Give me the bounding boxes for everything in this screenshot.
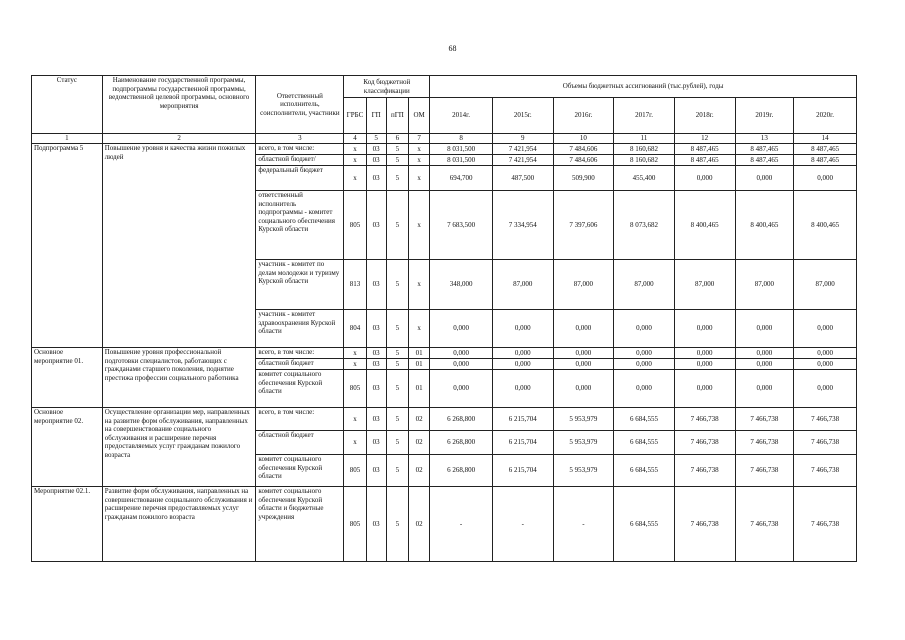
value-cell: 8 487,465 [794, 155, 857, 166]
header-gp: ГП [366, 98, 386, 134]
code-cell: 03 [366, 487, 386, 562]
value-cell: 7 466,738 [674, 455, 735, 487]
status-cell: Мероприятие 02.1. [32, 487, 103, 562]
value-cell: 5 953,979 [553, 431, 614, 455]
value-cell: 0,000 [430, 348, 493, 359]
value-cell: 0,000 [735, 359, 794, 370]
column-number: 4 [344, 134, 366, 144]
code-cell: 02 [409, 408, 430, 431]
code-cell: x [344, 166, 366, 191]
header-pgp: пГП [386, 98, 408, 134]
code-cell: x [409, 144, 430, 155]
value-cell: 87,000 [553, 260, 614, 310]
value-cell: 7 466,738 [735, 431, 794, 455]
executor-cell: комитет социального обеспечения Курской области [256, 370, 344, 408]
code-cell: 02 [409, 455, 430, 487]
value-cell: 8 031,500 [430, 155, 493, 166]
code-cell: 03 [366, 455, 386, 487]
code-cell: 5 [386, 166, 408, 191]
header-budget-code: Код бюджетной классификации [344, 76, 430, 98]
header-volumes: Объемы бюджетных ассигнований (тыс.рублей), годы [430, 76, 857, 98]
code-cell: 02 [409, 431, 430, 455]
name-cell: Повышение уровня профессиональной подготовки специалистов, работающих с гражданами старшего поколения, поднятие престижа профессии социального работника [102, 348, 256, 408]
value-cell: 87,000 [794, 260, 857, 310]
value-cell: 0,000 [492, 359, 553, 370]
code-cell: 03 [366, 408, 386, 431]
value-cell: 0,000 [674, 166, 735, 191]
column-number: 2 [102, 134, 256, 144]
value-cell: 8 487,465 [674, 155, 735, 166]
value-cell: 7 466,738 [674, 431, 735, 455]
code-cell: 5 [386, 487, 408, 562]
value-cell: 8 160,682 [614, 144, 675, 155]
value-cell: 0,000 [735, 166, 794, 191]
value-cell: 0,000 [492, 310, 553, 348]
value-cell: 87,000 [614, 260, 675, 310]
value-cell: 0,000 [430, 370, 493, 408]
value-cell: 87,000 [735, 260, 794, 310]
value-cell: 0,000 [794, 348, 857, 359]
column-number: 6 [386, 134, 408, 144]
value-cell: 7 466,738 [674, 487, 735, 562]
code-cell: 5 [386, 348, 408, 359]
value-cell: 7 334,954 [492, 191, 553, 260]
value-cell: 6 684,555 [614, 455, 675, 487]
header-year: 2019г. [735, 98, 794, 134]
value-cell: - [430, 487, 493, 562]
value-cell: - [492, 487, 553, 562]
value-cell: 8 487,465 [674, 144, 735, 155]
value-cell: 0,000 [735, 310, 794, 348]
executor-cell: областной бюджет [256, 359, 344, 370]
value-cell: 0,000 [553, 370, 614, 408]
value-cell: 0,000 [794, 166, 857, 191]
code-cell: 5 [386, 408, 408, 431]
value-cell: 0,000 [430, 359, 493, 370]
executor-cell: комитет социального обеспечения Курской области [256, 455, 344, 487]
header-year: 2017г. [614, 98, 675, 134]
code-cell: x [344, 359, 366, 370]
value-cell: 487,500 [492, 166, 553, 191]
code-cell: 805 [344, 455, 366, 487]
code-cell: 805 [344, 191, 366, 260]
column-number: 10 [553, 134, 614, 144]
executor-cell: областной бюджет/ [256, 155, 344, 166]
value-cell: 7 466,738 [674, 408, 735, 431]
value-cell: 8 031,500 [430, 144, 493, 155]
code-cell: 5 [386, 359, 408, 370]
value-cell: 8 400,465 [735, 191, 794, 260]
header-year: 2016г. [553, 98, 614, 134]
value-cell: 87,000 [674, 260, 735, 310]
value-cell: 8 073,682 [614, 191, 675, 260]
value-cell: 0,000 [553, 310, 614, 348]
code-cell: 5 [386, 370, 408, 408]
column-number: 12 [674, 134, 735, 144]
column-number: 5 [366, 134, 386, 144]
code-cell: 805 [344, 370, 366, 408]
code-cell: 805 [344, 487, 366, 562]
value-cell: 6 684,555 [614, 431, 675, 455]
code-cell: 03 [366, 310, 386, 348]
value-cell: 0,000 [794, 310, 857, 348]
code-cell: x [409, 310, 430, 348]
column-number: 1 [32, 134, 103, 144]
value-cell: 7 421,954 [492, 144, 553, 155]
value-cell: 509,900 [553, 166, 614, 191]
code-cell: x [344, 348, 366, 359]
code-cell: 03 [366, 155, 386, 166]
code-cell: 02 [409, 487, 430, 562]
code-cell: 01 [409, 370, 430, 408]
code-cell: 5 [386, 455, 408, 487]
executor-cell: всего, в том числе: [256, 408, 344, 431]
column-number: 8 [430, 134, 493, 144]
value-cell: 8 400,465 [794, 191, 857, 260]
code-cell: 5 [386, 155, 408, 166]
header-grbs: ГРБС [344, 98, 366, 134]
column-number: 13 [735, 134, 794, 144]
value-cell: 6 215,704 [492, 455, 553, 487]
code-cell: x [344, 155, 366, 166]
column-number-row [32, 134, 857, 144]
executor-cell: федеральный бюджет [256, 166, 344, 191]
value-cell: 0,000 [614, 348, 675, 359]
value-cell: 0,000 [674, 370, 735, 408]
column-number: 14 [794, 134, 857, 144]
value-cell: 87,000 [492, 260, 553, 310]
value-cell: 6 268,800 [430, 431, 493, 455]
code-cell: 804 [344, 310, 366, 348]
value-cell: 0,000 [735, 348, 794, 359]
value-cell: 8 487,465 [794, 144, 857, 155]
value-cell: 7 484,606 [553, 144, 614, 155]
column-number: 11 [614, 134, 675, 144]
code-cell: x [344, 144, 366, 155]
executor-cell: участник - комитет здравоохранения Курской области [256, 310, 344, 348]
table-row [32, 144, 857, 155]
value-cell: 0,000 [794, 359, 857, 370]
code-cell: x [409, 166, 430, 191]
code-cell: 03 [366, 191, 386, 260]
code-cell: 813 [344, 260, 366, 310]
value-cell: 8 160,682 [614, 155, 675, 166]
value-cell: 8 487,465 [735, 144, 794, 155]
table-body [32, 144, 857, 562]
value-cell: 0,000 [614, 359, 675, 370]
header-status: Статус [32, 76, 103, 134]
code-cell: 03 [366, 144, 386, 155]
status-cell: Основное мероприятие 02. [32, 408, 103, 487]
code-cell: 01 [409, 348, 430, 359]
header-year: 2014г. [430, 98, 493, 134]
code-cell: x [409, 260, 430, 310]
value-cell: 6 268,800 [430, 455, 493, 487]
value-cell: 7 466,738 [735, 487, 794, 562]
page-number: 68 [448, 44, 457, 53]
value-cell: 5 953,979 [553, 408, 614, 431]
value-cell: 0,000 [674, 310, 735, 348]
header-year: 2015г. [492, 98, 553, 134]
status-cell: Основное мероприятие 01. [32, 348, 103, 408]
table-row [32, 487, 857, 562]
header-year: 2018г. [674, 98, 735, 134]
value-cell: 6 215,704 [492, 431, 553, 455]
value-cell: 0,000 [674, 348, 735, 359]
executor-cell: участник - комитет по делам молодежи и туризму Курской области [256, 260, 344, 310]
name-cell: Осуществление организации мер, направленных на развитие форм обслуживания, направленных на совершенствование социального обслуживания и расширение перечня предоставляемых услуг гражданам пожилого возраста [102, 408, 256, 487]
executor-cell: комитет социального обеспечения Курской области и бюджетные учреждения [256, 487, 344, 562]
value-cell: 348,000 [430, 260, 493, 310]
value-cell: 7 466,738 [735, 455, 794, 487]
column-number: 3 [256, 134, 344, 144]
value-cell: 0,000 [430, 310, 493, 348]
code-cell: 5 [386, 260, 408, 310]
value-cell: 7 397,606 [553, 191, 614, 260]
name-cell: Повышение уровня и качества жизни пожилых людей [102, 144, 256, 348]
value-cell: 6 268,800 [430, 408, 493, 431]
value-cell: 7 466,738 [794, 487, 857, 562]
name-cell: Развитие форм обслуживания, направленных на совершенствование социального обслуживания и расширение перечня предоставляемых услуг гражданам пожилого возраста [102, 487, 256, 562]
code-cell: 03 [366, 166, 386, 191]
code-cell: 03 [366, 348, 386, 359]
value-cell: 7 421,954 [492, 155, 553, 166]
code-cell: 01 [409, 359, 430, 370]
executor-cell: ответственный исполнитель подпрограммы - комитет социального обеспечения Курской области [256, 191, 344, 260]
code-cell: x [409, 155, 430, 166]
value-cell: 0,000 [674, 359, 735, 370]
value-cell: 7 683,500 [430, 191, 493, 260]
code-cell: 03 [366, 359, 386, 370]
value-cell: 0,000 [794, 370, 857, 408]
budget-table [31, 75, 857, 562]
column-number: 7 [409, 134, 430, 144]
executor-cell: всего, в том числе: [256, 348, 344, 359]
header-name: Наименование государственной программы, подпрограммы государственной программы, ведомственной целевой программы, основного мероприятия [102, 76, 256, 134]
value-cell: 8 487,465 [735, 155, 794, 166]
code-cell: x [409, 191, 430, 260]
code-cell: 5 [386, 310, 408, 348]
executor-cell: областной бюджет [256, 431, 344, 455]
column-number: 9 [492, 134, 553, 144]
value-cell: 5 953,979 [553, 455, 614, 487]
value-cell: 7 484,606 [553, 155, 614, 166]
value-cell: 0,000 [735, 370, 794, 408]
value-cell: 7 466,738 [794, 408, 857, 431]
executor-cell: всего, в том числе: [256, 144, 344, 155]
value-cell: 7 466,738 [794, 455, 857, 487]
value-cell: 7 466,738 [794, 431, 857, 455]
header-year: 2020г. [794, 98, 857, 134]
code-cell: 03 [366, 431, 386, 455]
value-cell: 6 215,704 [492, 408, 553, 431]
header-responsible: Ответственный исполнитель, соисполнители, участники [256, 76, 344, 134]
status-cell: Подпрограмма 5 [32, 144, 103, 348]
code-cell: 03 [366, 370, 386, 408]
value-cell: 6 684,555 [614, 408, 675, 431]
table-row [32, 348, 857, 359]
value-cell: 7 466,738 [735, 408, 794, 431]
value-cell: 0,000 [492, 370, 553, 408]
value-cell: - [553, 487, 614, 562]
value-cell: 455,400 [614, 166, 675, 191]
value-cell: 694,700 [430, 166, 493, 191]
code-cell: x [344, 408, 366, 431]
value-cell: 0,000 [614, 310, 675, 348]
value-cell: 0,000 [614, 370, 675, 408]
value-cell: 0,000 [553, 359, 614, 370]
code-cell: 03 [366, 260, 386, 310]
value-cell: 0,000 [492, 348, 553, 359]
code-cell: 5 [386, 191, 408, 260]
code-cell: 5 [386, 144, 408, 155]
code-cell: 5 [386, 431, 408, 455]
code-cell: x [344, 431, 366, 455]
value-cell: 0,000 [553, 348, 614, 359]
header-om: ОМ [409, 98, 430, 134]
table-row [32, 408, 857, 431]
value-cell: 6 684,555 [614, 487, 675, 562]
value-cell: 8 400,465 [674, 191, 735, 260]
